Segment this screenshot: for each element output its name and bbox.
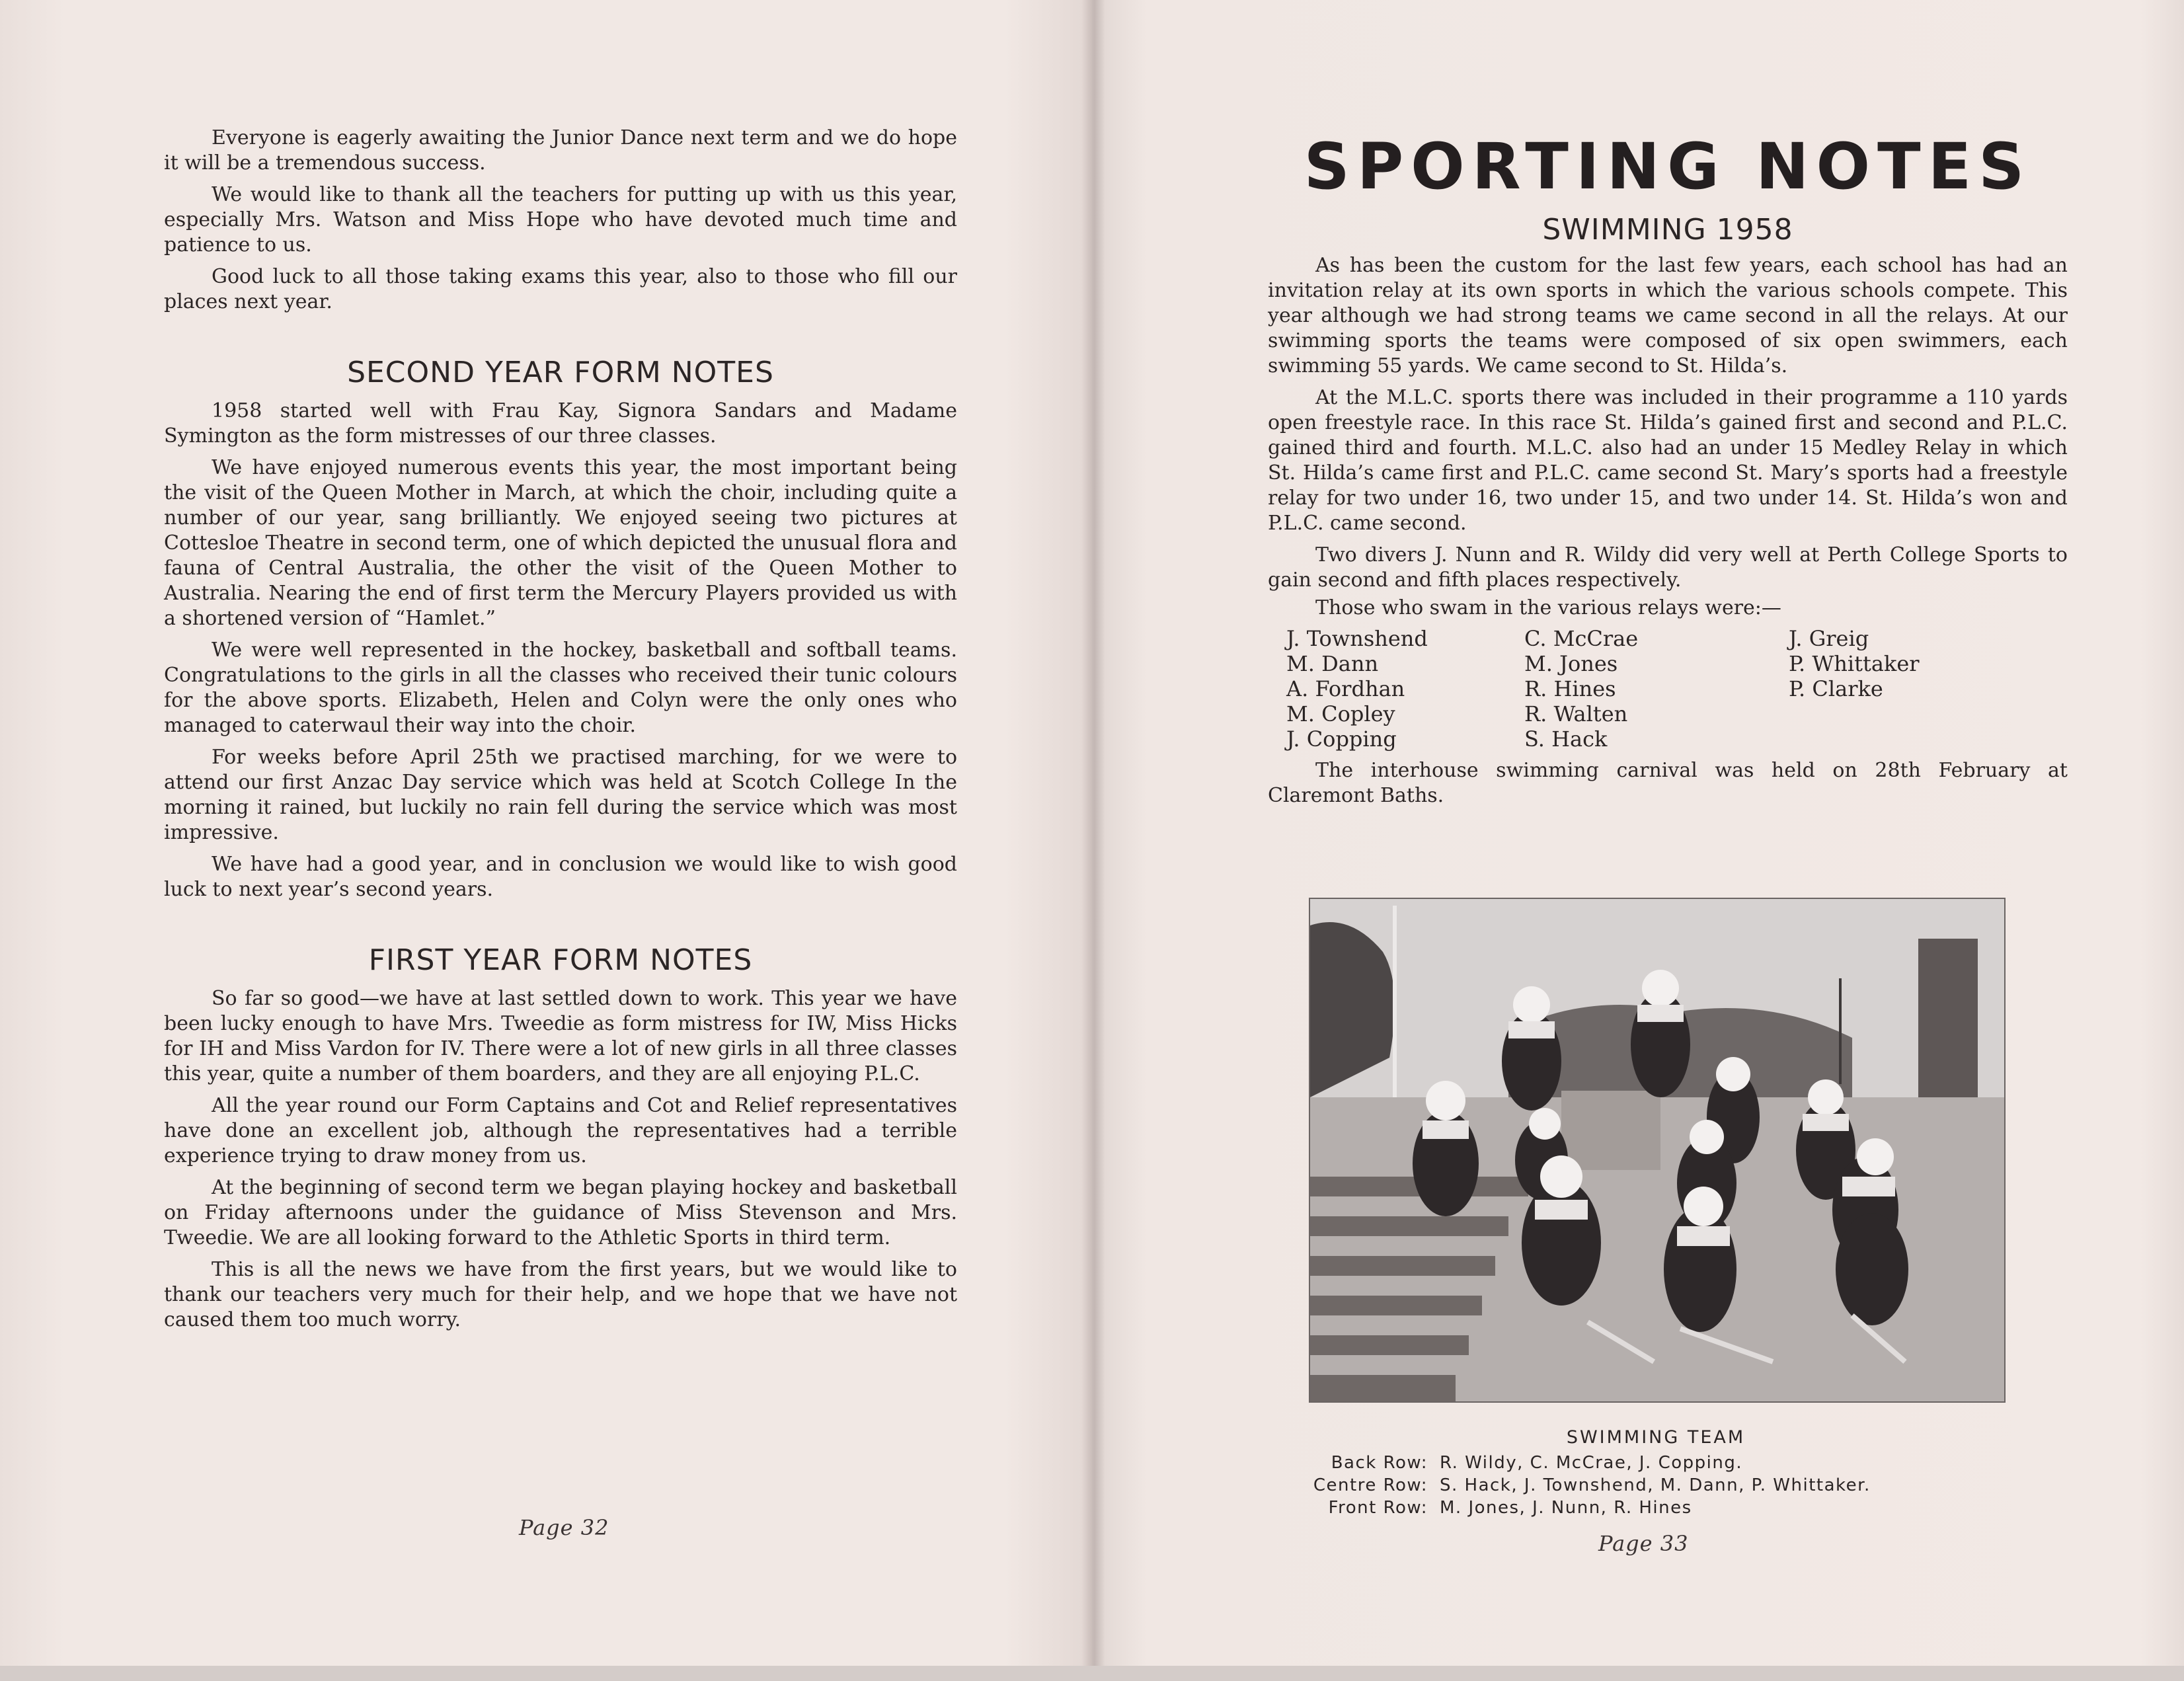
caption-row-label: Back Row: [1331,1453,1428,1473]
relay-names-table [1286,626,2068,752]
relay-column [1789,626,2007,752]
first-year-paragraph: At the beginning of second term we began playing hockey and basketball on Friday afternoons under the guidance of Miss Stevenson and Mrs. Tweedie. We are all looking forward to the Athletic Sports in third term. [164,1176,957,1249]
swimming-paragraph: Two divers J. Nunn and R. Wildy did very well at Perth College Sports to gain second and fifth places respectively. [1268,543,2068,592]
left-page-text [164,126,957,1333]
scan-bottom-edge [0,1666,2184,1681]
relay-name: M. Dann [1286,651,1379,676]
swimming-paragraph: As has been the custom for the last few years, each school has had an invitation relay at its own sports in which the various schools compete. This year although we had strong teams we came second in all the relays. At our swimming sports the teams were composed of six open swimmers, each swimming 55 yards. We came second to St. Hilda’s. [1268,254,2068,377]
swimming-team-photo [1309,898,2006,1403]
second-year-heading: SECOND YEAR FORM NOTES [347,356,774,389]
first-year-paragraph: All the year round our Form Captains and Cot and Relief representatives have done an excellent job, although the representatives had a terrible experience trying to draw money from us. [164,1094,957,1167]
page-title: SPORTING NOTES [1304,130,2032,204]
caption-row-names: S. Hack, J. Townshend, M. Dann, P. Whittaker. [1440,1475,1871,1495]
second-year-paragraph: We have enjoyed numerous events this year, the most important being the visit of the Queen Mother in March, at which the choir, including quite a number of our year, sang brilliantly. We enjoyed seeing two pictures at Cottesloe Theatre in second term, one of which depicted the unusual flora and fauna of Central Australia, the other the visit of the Queen Mother to Australia. Nearing the end of first term the Mercury Players provided us with a shortened version of “Hamlet.” [164,456,957,630]
first-year-paragraph: So far so good—we have at last settled down to work. This year we have been lucky enough to have Mrs. Tweedie as form mistress for IW, Miss Hicks for IH and Miss Vardon for IV. There were a lot of new girls in all three classes this year, quite a number of them boarders, and they are all enjoying P.L.C. [164,987,957,1085]
second-year-paragraph: 1958 started well with Frau Kay, Signora Sandars and Madame Symington as the form mistresses of our three classes. [164,399,957,448]
relay-name: S. Hack [1524,726,1608,752]
caption-row [1296,1474,2016,1497]
caption-title: SWIMMING TEAM [1566,1427,1746,1448]
book-spine [1081,0,1105,1681]
swimming-team-photo-image [1310,899,2004,1401]
caption-row [1296,1497,2016,1519]
first-year-heading: FIRST YEAR FORM NOTES [368,943,753,977]
relays-intro: Those who swam in the various relays were:— [1315,596,1781,619]
intro-paragraph: Everyone is eagerly awaiting the Junior Dance next term and we do hope it will be a tremendous success. [164,126,957,175]
swimming-paragraph: At the M.L.C. sports there was included in their programme a 110 yards open freestyle race. In this race St. Hilda’s gained first and second and P.L.C. gained third and fourth. M.L.C. also had an under 15 Medley Relay in which St. Hilda’s came first and P.L.C. came second St. Mary’s sports had a freestyle relay for two under 16, two under 15, and two under 14. St. Hilda’s won and P.L.C. came second. [1268,386,2068,535]
relay-name: A. Fordhan [1286,676,1405,701]
caption-row-label: Front Row: [1328,1498,1428,1518]
second-year-paragraph: For weeks before April 25th we practised marching, for we were to attend our first Anzac Day service which was held at Scotch College In the morning it rained, but luckily no rain fell during the service which was most impressive. [164,746,957,844]
intro-paragraph: Good luck to all those taking exams this year, also to those who fill our places next year. [164,265,957,313]
relay-column [1286,626,1524,752]
relay-name: C. McCrae [1524,626,1639,651]
second-year-paragraph: We were well represented in the hockey, basketball and softball teams. Congratulations to the girls in all the classes who received their tunic colours for the above sports. Elizabeth, Helen and Colyn were the only ones who managed to caterwaul their way into the choir. [164,639,957,737]
page-number-left: Page 32 [519,1515,609,1540]
caption-row-names: R. Wildy, C. McCrae, J. Copping. [1440,1453,1743,1473]
second-year-paragraph: We have had a good year, and in conclusion we would like to wish good luck to next year’s second years. [164,853,957,901]
first-year-paragraph: This is all the news we have from the first years, but we would like to thank our teachers very much for their help, and we hope that we have not caused them too much worry. [164,1258,957,1331]
relay-name: P. Whittaker [1789,651,1920,676]
relay-name: J. Greig [1789,626,1869,651]
relay-name: J. Townshend [1286,626,1428,651]
relay-name: J. Copping [1286,726,1397,752]
page-number-right: Page 33 [1598,1531,1689,1556]
right-page-text [1268,130,2068,808]
caption-row-label: Centre Row: [1313,1475,1428,1495]
intro-paragraph: We would like to thank all the teachers for putting up with us this year, especially Mrs. Watson and Miss Hope who have devoted much time and patience to us. [164,183,957,256]
caption-row-names: M. Jones, J. Nunn, R. Hines [1440,1498,1692,1518]
section-subtitle: SWIMMING 1958 [1542,213,1793,247]
relay-name: R. Walten [1524,701,1628,726]
relay-name: M. Copley [1286,701,1395,726]
closing-paragraph: The interhouse swimming carnival was held on 28th February at Claremont Baths. [1268,759,2068,807]
relay-name: M. Jones [1524,651,1618,676]
relay-column [1524,626,1789,752]
relay-name: P. Clarke [1789,676,1883,701]
relay-name: R. Hines [1524,676,1616,701]
photo-caption [1296,1427,2016,1519]
caption-row [1296,1452,2016,1474]
